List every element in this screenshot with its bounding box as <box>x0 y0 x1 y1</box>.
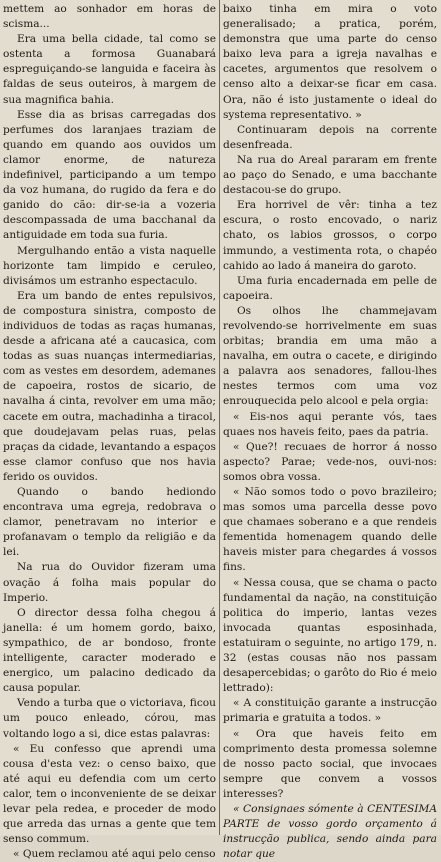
quote-paragraph: « Não somos todo o povo brazileiro; mas somos uma parcella desse povo que chamaes soberano e a que rendeis fementida homenagem quando delle haveis mister para chegardes á vossos fins. <box>223 486 437 574</box>
paragraph: Era uma bella cidade, tal como se ostenta a formosa Guanabará espreguiçando-se languida e faceira às faldas de seus outeiros, à margem de sua magnifica bahia. <box>3 33 216 106</box>
right-column <box>223 2 437 861</box>
left-column <box>3 2 216 861</box>
quote-paragraph: « Quem reclamou até aqui pelo censo <box>13 848 216 861</box>
quote-paragraph: « A constituição garante a instrucção primaria e gratuita a todos. » <box>223 697 437 725</box>
quote-paragraph: « Eis-nos aqui perante vós, taes quaes nos haveis feito, paes da patria. <box>223 410 437 438</box>
paragraph: mettem ao sonhador em horas de scisma... <box>3 3 216 31</box>
paragraph: Continuaram depois na corrente desenfreada. <box>223 123 437 151</box>
paragraph: O director dessa folha chegou á janella: é um homem gordo, baixo, sympathico, de ar bondoso, fronte intelligente, caracter moderado e energico, um palacino dedicado da causa popular. <box>3 606 216 695</box>
paragraph: Era horrivel de vêr: tinha a tez escura, o rosto encovado, o nariz chato, os labios grossos, o corpo immundo, a vestimenta rota, o chapéo cahido ao lado á maneira do garoto. <box>223 199 437 272</box>
paragraph: Na rua do Ouvidor fizeram uma ovação á folha mais popular do Imperio. <box>3 561 216 604</box>
column-divider <box>219 0 220 835</box>
paragraph: Na rua do Areal pararam em frente ao paço do Senado, e uma bacchante destacou-se do grupo. <box>223 153 437 197</box>
paragraph: Uma furia encadernada em pelle de capoeira. <box>223 274 437 302</box>
quote-paragraph: « Nessa cousa, que se chama o pacto fundamental da nação, na constituição politica do imperio, lantas vezes invocada quantas esposinhada, estatuiram o seguinte, no artigo 179, n. 32 (estas cousas não nos passam desapercebidas; o garôto do Rio é meio lettrado): <box>223 576 437 695</box>
paragraph: Esse dia as brisas carregadas dos perfumes dos laranjaes traziam de quando em quando aos ouvidos um clamor enorme, de natureza indefinivel, participando a um tempo da voz humana, do rugido da fera e do ganido do cão: dir-se-ia a vozeria descompassada de uma bacchanal da antiguidade em toda sua furia. <box>3 108 216 242</box>
paragraph: baixo tinha em mira o voto generalisado; a pratica, porém, demonstra que uma parte do censo baixo leva para a igreja navalhas e cacetes, argumentos que resolvem o censo alto a deixar-se ficar em casa. Ora, não é isto justamente o ideal do systema representativo. » <box>223 3 437 121</box>
paragraph: Era um bando de entes repulsivos, de compostura sinistra, composto de individuos de todas as raças humanas, desde a africana até a caucasica, com todas as suas nuanças intermediarias, com as vestes em desordem, ademanes de capoeira, rostos de sicario, de navalha á cinta, revolver em uma mão; cacete em outra, machadinha a tiracol, que doudejavam pelas ruas, pelas praças da cidade, levantando a espaços esse clamor confuso que nos havia ferido os ouvidos. <box>3 289 216 483</box>
quote-paragraph: « Que?! recuaes de horror á nosso aspecto? Parae; vede-nos, ouvi-nos: somos obra vossa. <box>223 440 437 483</box>
paragraph: Vendo a turba que o victoriava, ficou um pouco enleado, córou, mas voltando logo a si, dice estas palavras: <box>3 697 216 740</box>
paragraph: Mergulhando então a vista naquelle horizonte tam limpido e ceruleo, divisámos um estranho espectaculo. <box>3 244 216 287</box>
paragraph: Quando o bando hediondo encontrava uma egreja, redobrava o clamor, penetravam no interior e profanavam o templo da religião e da lei. <box>3 486 216 559</box>
paragraph: Os olhos lhe chammejavam revolvendo-se horrivelmente em suas orbitas; brandia em uma mão a navalha, em outra o cacete, e dirigindo a palavra aos senadores, fallou-lhes nestes termos com uma voz enrouquecida pelo alcool e pela orgia: <box>223 304 437 408</box>
quote-paragraph: « Ora que haveis feito em comprimento desta promessa solemne de nosso pacto social, que invocaes sempre que convem a vossos interesses? <box>223 727 437 800</box>
quote-paragraph: « Consignaes sómente à CENTESIMA PARTE de vosso gordo orçamento á instrucção publica, sendo ainda para notar que <box>223 802 437 861</box>
quote-paragraph: « Eu confesso que aprendi uma cousa d'esta vez: o censo baixo, que até aqui eu defendia com um certo calor, tem o inconveniente de se deixar levar pela redea, e proceder de modo que arreda das urnas a gente que tem senso commum. <box>3 742 216 846</box>
